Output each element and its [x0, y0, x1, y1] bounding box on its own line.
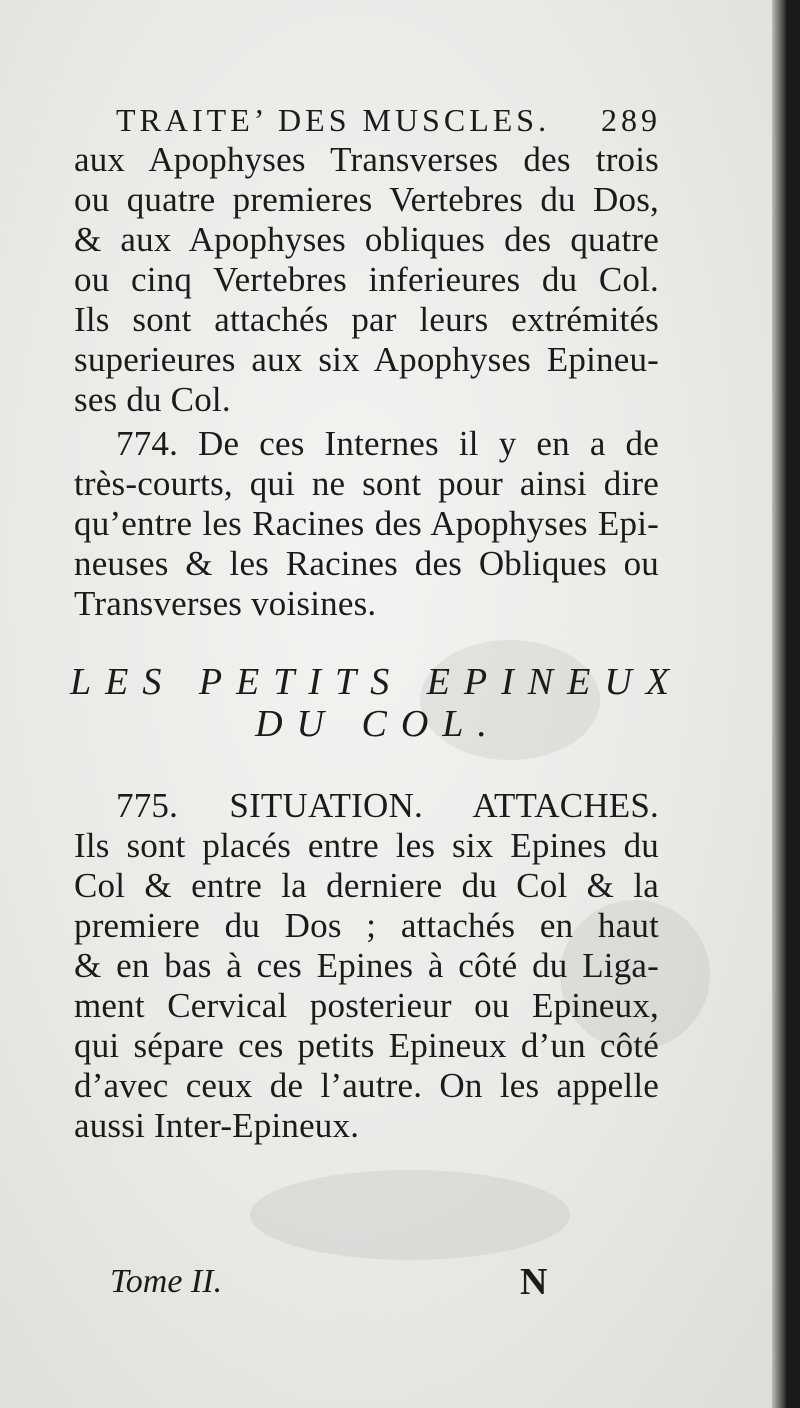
- text-line: superieures aux six Apophyses Epineu-: [74, 340, 659, 379]
- page-edge: [772, 0, 786, 1408]
- text-line: Transverses voisines.: [74, 584, 377, 623]
- text-line: d’avec ceux de l’autre. On les appelle: [74, 1066, 659, 1105]
- text-line: qu’entre les Racines des Apophyses Epi-: [74, 504, 659, 543]
- section-heading: DU COL.: [255, 703, 501, 745]
- text-line: neuses & les Racines des Obliques ou: [74, 544, 659, 583]
- text-line: 774. De ces Internes il y en a de: [116, 424, 659, 463]
- volume-label: Tome II.: [110, 1263, 223, 1300]
- text-line: Ils sont attachés par leurs extrémités: [74, 300, 659, 339]
- text-line: premiere du Dos ; attachés en haut: [74, 906, 659, 945]
- page-stain: [250, 1170, 570, 1260]
- text-line: 775. SITUATION. ATTACHES.: [116, 786, 659, 825]
- text-line: qui sépare ces petits Epineux d’un côté: [74, 1026, 659, 1065]
- text-line: & en bas à ces Epines à côté du Liga-: [74, 946, 659, 985]
- page-number: 289: [601, 102, 661, 138]
- text-line: aux Apophyses Transverses des trois: [74, 140, 659, 179]
- signature-mark: N: [520, 1261, 548, 1303]
- text-line: ou quatre premieres Vertebres du Dos,: [74, 180, 659, 219]
- text-line: Ils sont placés entre les six Epines du: [74, 826, 659, 865]
- text-line: ses du Col.: [74, 380, 231, 419]
- section-heading: LES PETITS EPINEUX: [70, 661, 683, 703]
- text-line: très-courts, qui ne sont pour ainsi dire: [74, 464, 659, 503]
- running-head: [116, 100, 661, 140]
- text-line: aussi Inter-Epineux.: [74, 1106, 360, 1145]
- text-line: ment Cervical posterieur ou Epineux,: [74, 986, 659, 1025]
- text-line: & aux Apophyses obliques des quatre: [74, 220, 659, 259]
- text-line: ou cinq Vertebres inferieures du Col.: [74, 260, 659, 299]
- running-head-title: TRAITE’ DES MUSCLES.: [116, 102, 551, 138]
- text-line: Col & entre la derniere du Col & la: [74, 866, 659, 905]
